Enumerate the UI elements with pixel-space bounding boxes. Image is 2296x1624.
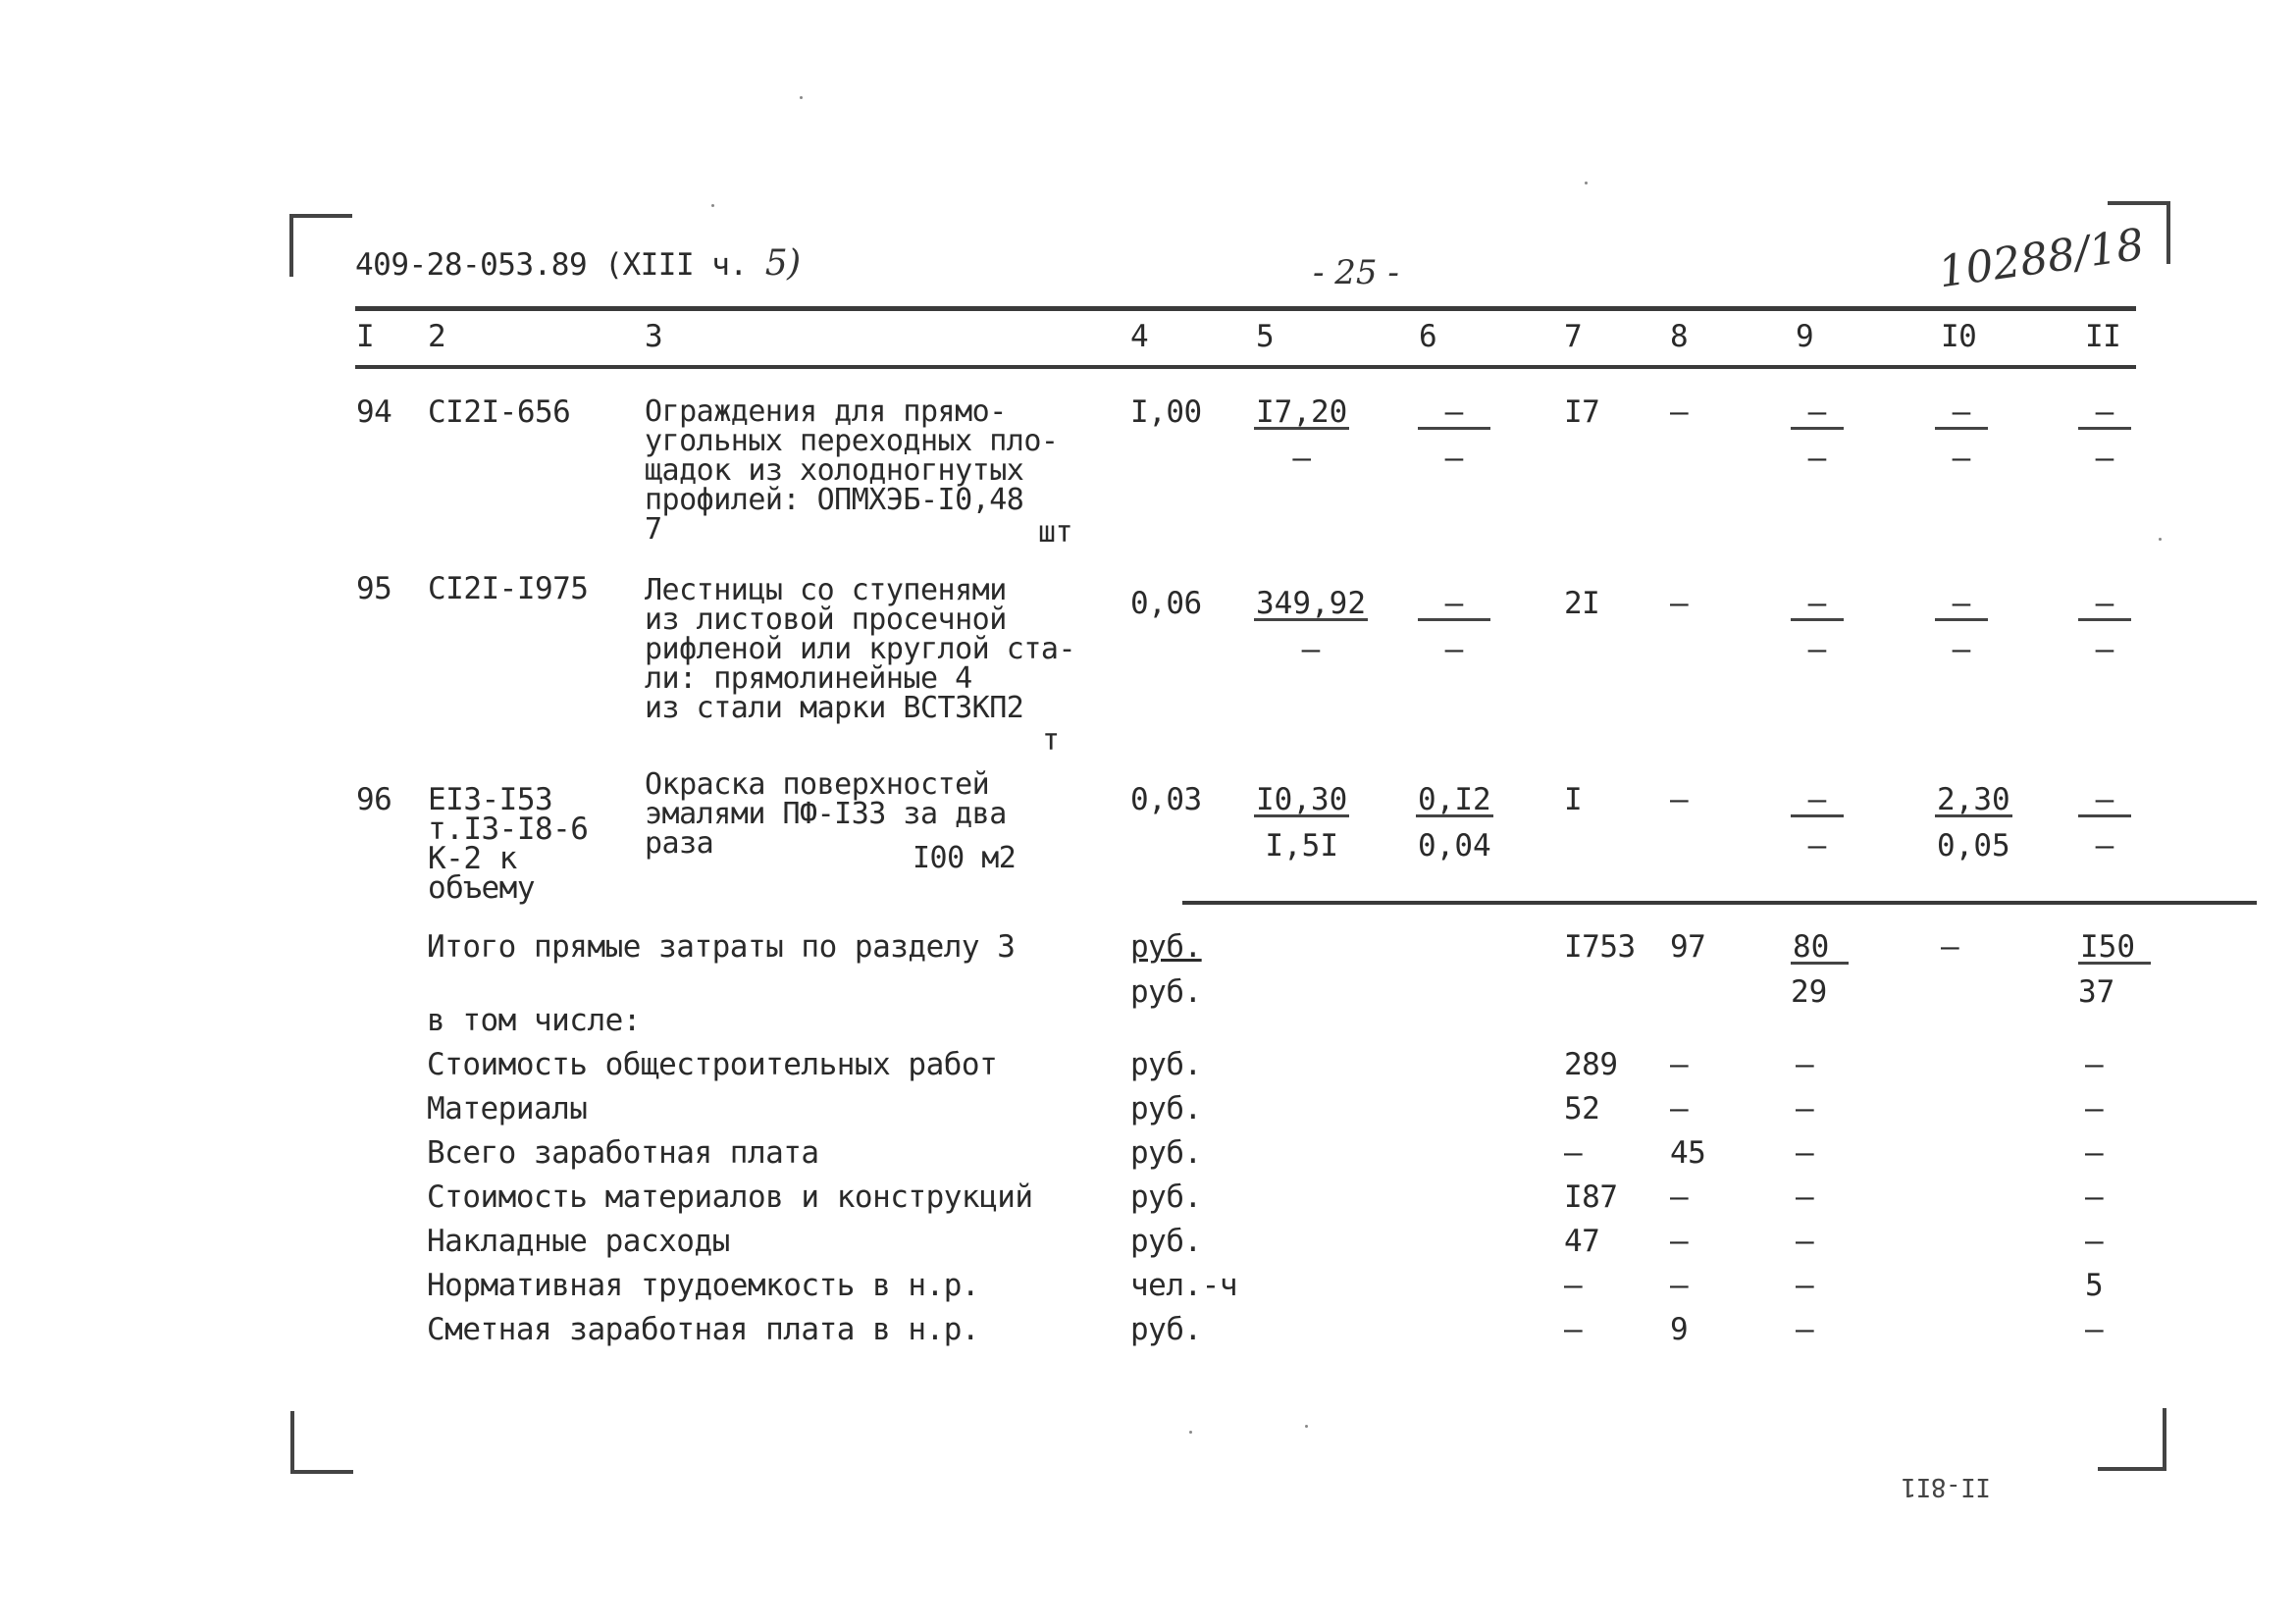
summary-col-9: – [1796,1179,1814,1215]
summary-col-7: I87 [1564,1179,1618,1215]
totals-label: Итого прямые затраты по разделу 3 [427,929,1016,965]
totals-col-8: 97 [1670,929,1706,965]
total-wages: – [1670,586,1689,621]
summary-col-9: – [1796,1268,1814,1303]
unit-of-measure: I00 м2 [913,841,1017,875]
summary-col-8: – [1670,1268,1689,1303]
row-number: 95 [356,571,392,606]
scan-speck [1189,1431,1192,1434]
column-header-3: 3 [645,319,663,354]
cost-col-11: – – [2078,589,2131,664]
summary-col-9: – [1796,1312,1814,1347]
description-line: угольных переходных пло- [645,424,1059,458]
summary-unit: руб. [1130,1312,1202,1347]
summary-col-11: 5 [2085,1268,2104,1303]
cost-col-10: – – [1935,397,1988,473]
row-number: 96 [356,782,392,817]
summary-col-7: 289 [1564,1047,1618,1082]
column-header-10: I0 [1941,319,1977,354]
summary-label: Накладные расходы [427,1224,730,1259]
summary-col-8: – [1670,1047,1689,1082]
unit-cost-total: 349,92 – [1256,586,1366,667]
price-code: CI2I-656 [428,394,571,430]
document-code-text: 409-28-053.89 (XIII ч. [355,247,748,283]
summary-label: Стоимость материалов и конструкций [427,1179,1033,1215]
summary-col-7: 52 [1564,1091,1600,1126]
scan-speck [800,96,803,99]
column-header-8: 8 [1670,319,1689,354]
unit-cost-wages: – – [1418,397,1490,473]
description-line: из стали марки ВСТ3КП2 [645,691,1024,725]
summary-unit: руб. [1130,1047,1202,1082]
summary-col-8: 45 [1670,1135,1706,1171]
unit-of-measure: т [1042,723,1060,758]
quantity: I,00 [1130,394,1202,430]
summary-col-8: – [1670,1224,1689,1259]
description-line: Окраска поверхностей [645,767,990,802]
description-line: 7 [645,512,662,547]
summary-col-8: – [1670,1179,1689,1215]
summary-col-11: – [2085,1047,2104,1082]
totals-unit-secondary: руб. [1130,974,1202,1010]
summary-col-8: 9 [1670,1312,1689,1347]
column-header-1: I [356,319,375,354]
summary-label: Всего заработная плата [427,1135,819,1171]
summary-unit: руб. [1130,1091,1202,1126]
summary-col-11: – [2085,1091,2104,1126]
totals-col-11: $\frac{I50}{37}$ [2078,932,2151,1007]
description-line: раза [645,826,714,861]
summary-col-7: – [1564,1268,1583,1303]
price-code-line: объему [428,870,535,906]
section-divider [1182,901,2257,905]
price-code: CI2I-I975 [428,571,589,606]
summary-unit: руб. [1130,1224,1202,1259]
summary-unit: руб. [1130,1135,1202,1171]
price-code-line: т.I3-I8-6 [428,812,589,847]
cost-col-9: – – [1791,785,1844,861]
summary-col-7: – [1564,1312,1583,1347]
description-line: щадок из холодногнутых [645,453,1024,488]
scan-speck [2159,538,2162,541]
part-number: 5) [764,243,801,284]
totals-col-10: – [1941,929,1959,965]
description-line: Ограждения для прямо- [645,394,1007,429]
total-wages: – [1670,782,1689,817]
total-cost: I7 [1564,394,1600,430]
total-cost: 2I [1564,586,1600,621]
summary-col-7: – [1564,1135,1583,1171]
description-line: ли: прямолинейные 4 [645,661,972,696]
cost-col-10: – – [1935,589,1988,664]
summary-label: Материалы [427,1091,588,1126]
price-code-line: EI3-I53 [428,782,553,817]
cost-col-9: – – [1791,397,1844,473]
description-line: эмалями ПФ-I33 за два [645,797,1007,831]
unit-of-measure: шт [1038,515,1073,550]
totals-unit: руб. [1130,929,1202,965]
column-header-7: 7 [1564,319,1583,354]
summary-col-9: – [1796,1224,1814,1259]
unit-cost-wages: $\frac{0,I2}{0,04}$ [1418,782,1491,864]
document-code [355,243,801,284]
summary-label: Нормативная трудоемкость в н.р. [427,1268,980,1303]
column-header-6: 6 [1419,319,1437,354]
total-cost: I [1564,782,1583,817]
quantity: 0,03 [1130,782,1202,817]
description-line: Лестницы со ступенями [645,573,1007,607]
cost-col-11: – – [2078,785,2131,861]
corner-mark-top-left [289,214,352,277]
summary-col-11: – [2085,1224,2104,1259]
totals-col-9: $\frac{80}{29}$ [1791,932,1849,1007]
summary-col-7: 47 [1564,1224,1600,1259]
cost-col-11: – – [2078,397,2131,473]
cost-col-10: $\frac{2,30}{0,05}$ [1937,782,2010,864]
scan-speck [711,204,714,207]
summary-label: Сметная заработная плата в н.р. [427,1312,980,1347]
column-header-9: 9 [1796,319,1814,354]
page-number: - 25 - [1313,253,1399,292]
summary-col-9: – [1796,1135,1814,1171]
scan-speck [1305,1425,1308,1428]
table-top-rule [355,306,2136,311]
header-bottom-rule [355,365,2136,369]
item-description [645,573,1076,725]
including-label: в том числе: [427,1003,641,1038]
summary-col-11: – [2085,1135,2104,1171]
quantity: 0,06 [1130,586,1202,621]
summary-unit: чел.-ч [1130,1268,1237,1303]
summary-label: Стоимость общестроительных работ [427,1047,998,1082]
unit-cost-total: I7,20 – [1256,394,1348,476]
scan-speck [1585,182,1588,184]
summary-col-11: – [2085,1179,2104,1215]
unit-cost-total: $\frac{I0,30}{I,5I}$ [1256,782,1348,864]
totals-col-7: I753 [1564,929,1636,965]
cost-col-9: – – [1791,589,1844,664]
footer-stamp: II-8I1 [1902,1472,1991,1501]
summary-unit: руб. [1130,1179,1202,1215]
price-code [428,782,589,906]
description-line: из листовой просечной [645,602,1007,637]
summary-col-8: – [1670,1091,1689,1126]
column-header-11: II [2085,319,2121,354]
row-number: 94 [356,394,392,430]
price-code-line: К-2 к [428,841,517,876]
sheet-reference: 10288/18 [1935,219,2148,298]
corner-mark-bottom-left [290,1411,353,1474]
summary-col-11: – [2085,1312,2104,1347]
description-line: рифленой или круглой ста- [645,632,1076,666]
total-wages: – [1670,394,1689,430]
unit-cost-wages: – – [1418,589,1490,664]
summary-col-9: – [1796,1091,1814,1126]
column-header-5: 5 [1256,319,1275,354]
column-header-4: 4 [1130,319,1149,354]
description-line: профилей: ОПМХЭБ-I0,48 [645,483,1024,517]
summary-col-9: – [1796,1047,1814,1082]
column-header-2: 2 [428,319,446,354]
corner-mark-bottom-right [2098,1408,2166,1471]
